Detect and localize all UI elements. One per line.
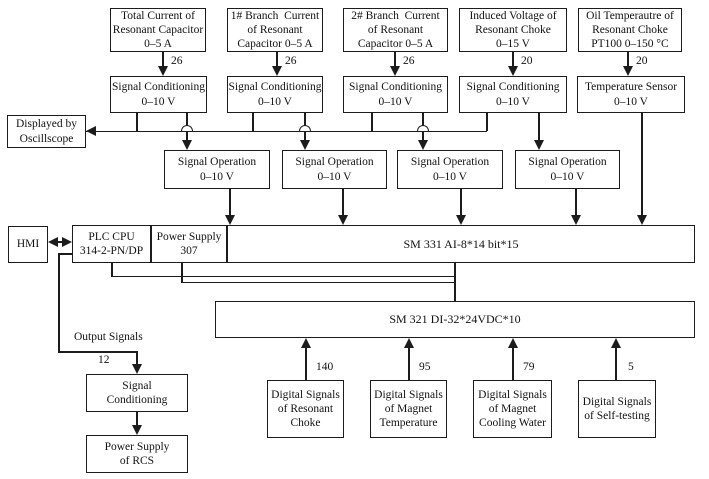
arrow-down-icon — [418, 140, 428, 150]
line-hop-icon — [181, 125, 193, 131]
box-text-line: Conditioning — [106, 394, 168, 406]
box-text-line: Signal — [122, 379, 152, 392]
connector-line — [627, 52, 629, 67]
box-text-line: 0–5 A — [144, 38, 172, 51]
connector-line — [460, 189, 462, 216]
box-text-line: 0–10 V — [317, 170, 352, 183]
output-signals-label: Output Signals — [74, 331, 143, 343]
box-text-line: Signal Operation — [177, 156, 257, 169]
box-text-line: SM 321 DI-32*24VDC*10 — [389, 312, 521, 327]
connector-line — [408, 347, 410, 380]
box-text-line: 0–10 V — [200, 170, 234, 183]
signal-count-label: 20 — [636, 55, 648, 67]
signal-count-label: 79 — [523, 361, 535, 373]
box-text-line: 0–10 V — [378, 95, 413, 108]
box-text-line: 0–10 V — [496, 95, 530, 108]
box-text-line: 2# Branch Current — [351, 9, 440, 22]
digital-signals-self-testing-box — [578, 380, 656, 438]
box-text-line: 314-2-PN/DP — [79, 245, 144, 257]
signal-count-label: 20 — [521, 55, 533, 67]
connector-line — [162, 52, 164, 67]
source-box-branch1-current — [227, 8, 323, 52]
connector-line — [58, 253, 60, 352]
connector-line — [111, 276, 456, 278]
box-text-line: HMI — [16, 238, 40, 251]
plc-cpu-box — [72, 225, 151, 263]
arrow-down-icon — [182, 140, 192, 150]
box-text-line: 0–15 V — [496, 38, 530, 51]
connector-line — [229, 189, 231, 216]
box-text-line: Signal Operation — [410, 156, 490, 169]
arrow-down-icon — [623, 66, 633, 76]
source-box-branch2-current — [343, 8, 448, 52]
box-text-line: of Resonant — [277, 402, 334, 415]
box-text-line: Resonant Choke — [592, 24, 668, 36]
box-text-line: Signal Conditioning — [112, 81, 205, 94]
arrow-down-icon — [508, 66, 518, 76]
box-text-line: Total Current of — [121, 9, 195, 22]
oscilloscope-box — [7, 115, 86, 148]
arrow-down-icon — [158, 66, 168, 76]
box-text-line: 0–10 V — [258, 95, 292, 108]
signal-count-label: 26 — [285, 55, 297, 67]
signal-count-label: 12 — [98, 354, 110, 366]
box-text-line: 0–10 V — [614, 95, 648, 108]
signal-count-label: 95 — [419, 361, 431, 373]
box-text-line: Temperature — [379, 417, 438, 429]
box-text-line: Capacitor 0–5 A — [357, 38, 434, 51]
arrow-down-icon — [338, 215, 348, 225]
connector-line — [276, 52, 278, 67]
signal-operation-box-3 — [397, 150, 503, 189]
box-text-line: Signal Operation — [295, 156, 374, 169]
box-text-line: Digital Signals — [582, 395, 652, 408]
connector-line — [58, 351, 138, 353]
temperature-sensor-box — [577, 76, 685, 113]
box-text-line: 0–10 V — [141, 95, 176, 108]
source-box-induced-voltage — [459, 8, 567, 52]
signal-conditioning-box-3 — [343, 76, 448, 113]
power-supply-307-box — [151, 225, 227, 263]
signal-conditioning-box-1 — [110, 76, 207, 113]
box-text-line: Power Supply — [104, 440, 170, 453]
box-text-line: Digital Signals — [478, 388, 547, 401]
box-text-line: Resonant Capacitor — [112, 24, 204, 36]
source-box-oil-temperature — [578, 8, 682, 52]
line-hop-icon — [299, 125, 311, 131]
connector-line — [512, 52, 514, 67]
box-text-line: PLC CPU — [88, 230, 135, 243]
arrow-down-icon — [534, 140, 544, 150]
line-hop-icon — [417, 125, 429, 131]
digital-signals-magnet-temperature-box — [370, 380, 447, 438]
arrow-down-icon — [225, 215, 235, 225]
box-text-line: SM 331 AI-8*14 bit*15 — [403, 236, 519, 251]
box-text-line: Signal Conditioning — [228, 81, 322, 94]
connector-line — [252, 113, 254, 131]
signal-count-label: 140 — [316, 361, 334, 373]
arrow-down-icon — [132, 364, 142, 374]
box-text-line: 0–10 V — [433, 170, 467, 183]
connector-line — [59, 253, 73, 255]
box-text-line: of RCS — [119, 455, 155, 467]
signal-operation-box-1 — [164, 150, 270, 189]
connector-line — [394, 52, 396, 67]
connector-line — [575, 189, 577, 216]
signal-operation-box-2 — [282, 150, 387, 189]
arrow-down-icon — [571, 215, 581, 225]
arrow-down-icon — [272, 66, 282, 76]
digital-signals-resonant-choke-box — [267, 380, 344, 438]
connector-line — [371, 113, 373, 131]
signal-count-label: 26 — [171, 55, 183, 67]
connector-line — [136, 412, 138, 426]
box-text-line: of Resonant — [247, 24, 303, 36]
box-text-line: of Magnet — [384, 402, 433, 415]
arrow-down-icon — [456, 215, 466, 225]
box-text-line: PT100 0–150 °C — [591, 38, 669, 51]
arrow-left-icon — [86, 126, 96, 136]
box-text-line: of Self-testing — [584, 410, 650, 422]
sm321-module-box — [215, 301, 695, 338]
connector-line — [512, 347, 514, 380]
signal-count-label: 5 — [628, 361, 634, 373]
box-text-line: Digital Signals — [271, 388, 340, 401]
connector-line — [305, 347, 307, 380]
arrow-down-icon — [390, 66, 400, 76]
connector-line — [538, 113, 540, 141]
signal-operation-box-4 — [515, 150, 620, 189]
box-text-line: Temperature Sensor — [584, 81, 678, 94]
hmi-box — [8, 226, 48, 263]
box-text-line: of Magnet — [488, 402, 537, 415]
box-text-line: Signal Conditioning — [349, 81, 442, 94]
arrow-right-icon — [62, 237, 72, 247]
output-signal-conditioning-box — [86, 374, 188, 412]
arrow-left-icon — [48, 237, 58, 247]
box-text-line: Resonant Choke — [475, 24, 551, 36]
arrow-down-icon — [637, 215, 647, 225]
box-text-line: Digital Signals — [374, 388, 443, 401]
box-text-line: Signal Conditioning — [466, 81, 560, 94]
box-text-line: Cooling Water — [479, 417, 546, 429]
arrow-down-icon — [300, 140, 310, 150]
box-text-line: Capacitor 0–5 A — [237, 38, 313, 51]
signal-conditioning-box-4 — [459, 76, 567, 113]
box-text-line: Signal Operation — [528, 156, 607, 169]
box-text-line: 0–10 V — [550, 170, 585, 183]
source-box-total-current — [110, 8, 206, 52]
connector-line — [181, 263, 183, 283]
box-text-line: Oscillscope — [19, 132, 74, 145]
digital-signals-magnet-cooling-water-box — [473, 380, 552, 438]
box-text-line: of Resonant — [367, 24, 424, 36]
connector-line — [454, 263, 456, 301]
connector-line — [486, 113, 488, 131]
signal-count-label: 26 — [403, 55, 415, 67]
arrow-down-icon — [132, 425, 142, 435]
connector-line — [136, 113, 138, 131]
box-text-line: Choke — [290, 417, 321, 429]
box-text-line: Induced Voltage of — [469, 9, 557, 22]
box-text-line: 307 — [180, 245, 198, 257]
connector-line — [615, 347, 617, 380]
box-text-line: 1# Branch Current — [230, 9, 320, 22]
signal-conditioning-box-2 — [227, 76, 323, 113]
box-text-line: Power Supply — [156, 230, 222, 243]
rcs-power-supply-box — [86, 435, 188, 473]
connector-line — [181, 282, 456, 284]
box-text-line: Oil Temperautre of — [586, 9, 674, 22]
connector-line — [342, 189, 344, 216]
sm331-module-box — [227, 225, 695, 263]
box-text-line: Displayed by — [15, 118, 77, 131]
connector-line — [641, 113, 643, 216]
